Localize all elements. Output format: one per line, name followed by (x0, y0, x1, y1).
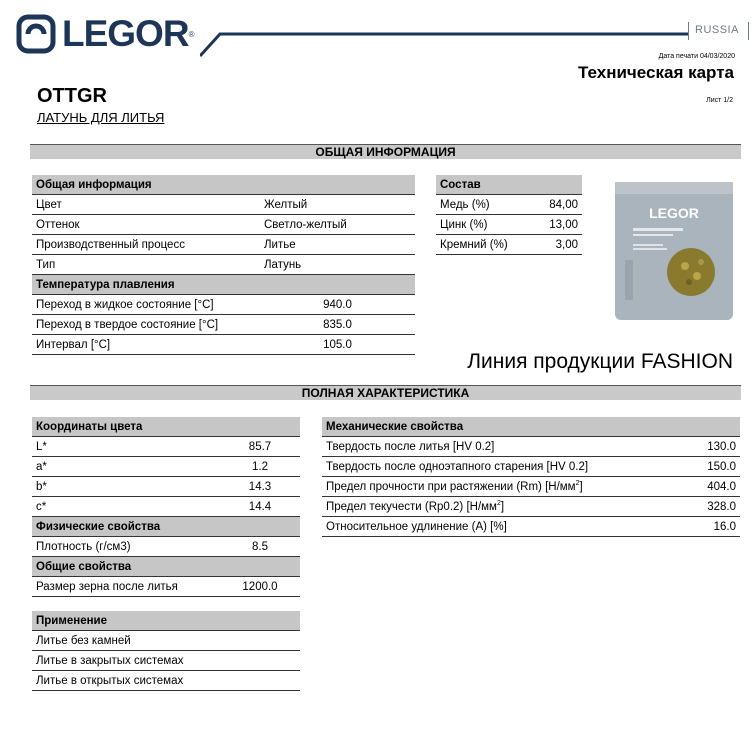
application-table (32, 611, 300, 691)
table-row (322, 457, 740, 477)
row-value: 85.7 (220, 437, 300, 457)
table-row (32, 295, 415, 315)
row-label: Литье без камней (32, 631, 300, 651)
row-label: Твердость после одноэтапного старения [HV 0.2] (322, 457, 690, 477)
row-value: 8.5 (220, 537, 300, 557)
general-info-table (32, 175, 415, 355)
table-row (436, 235, 582, 255)
row-value: 940.0 (260, 295, 415, 315)
composition-title: Состав (436, 175, 582, 195)
row-value: 84,00 (534, 195, 582, 215)
row-label: Относительное удлинение (A) [%] (322, 517, 690, 537)
row-label: Предел текучести (Rp0.2) $[Н/мм^2]$ (322, 497, 690, 517)
row-label: Переход в твердое состояние [°C] (32, 315, 260, 335)
table-row (32, 671, 300, 691)
table-row (32, 437, 300, 457)
sheet-number: Лист 1/2 (706, 97, 733, 104)
section-general-info: ОБЩАЯ ИНФОРМАЦИЯ (30, 144, 741, 159)
table-row (32, 577, 300, 597)
row-value: 835.0 (260, 315, 415, 335)
table-row (32, 315, 415, 335)
mechanical-title: Механические свойства (322, 417, 740, 437)
melting-title: Температура плавления (32, 275, 415, 295)
table-row (32, 457, 300, 477)
row-value: 16.0 (690, 517, 740, 537)
row-value: 14.3 (220, 477, 300, 497)
row-value: 1.2 (220, 457, 300, 477)
row-value: Латунь (260, 255, 415, 275)
product-line: Линия продукции FASHION (467, 350, 733, 373)
table-row (32, 477, 300, 497)
general-props-title: Общие свойства (32, 557, 300, 577)
table-row (436, 195, 582, 215)
country-label: RUSSIA (695, 24, 739, 36)
row-value: 105.0 (260, 335, 415, 355)
color-coords-title: Координаты цвета (32, 417, 300, 437)
header-divider (688, 22, 689, 40)
row-label: Кремний (%) (436, 235, 534, 255)
table-row (322, 477, 740, 497)
table-row (32, 235, 415, 255)
header-line (200, 28, 690, 58)
row-label: Цвет (32, 195, 260, 215)
row-label: Литье в открытых системах (32, 671, 300, 691)
row-label: Литье в закрытых системах (32, 651, 300, 671)
table-row (32, 255, 415, 275)
document-title: Техническая карта (577, 63, 734, 82)
general-info-title: Общая информация (32, 175, 415, 195)
table-row (32, 631, 300, 651)
row-label: Производственный процесс (32, 235, 260, 255)
row-label: Медь (%) (436, 195, 534, 215)
physical-title: Физические свойства (32, 517, 300, 537)
row-value: 14.4 (220, 497, 300, 517)
table-row (436, 215, 582, 235)
table-row (322, 437, 740, 457)
mechanical-table (322, 417, 740, 537)
row-label: Интервал [°C] (32, 335, 260, 355)
row-label: Предел прочности при растяжении (Rm) $[Н/мм^2]$ (322, 477, 690, 497)
row-value: Желтый (260, 195, 415, 215)
row-label: Оттенок (32, 215, 260, 235)
table-row (322, 517, 740, 537)
table-row (32, 215, 415, 235)
row-label: Цинк (%) (436, 215, 534, 235)
row-label: Размер зерна после литья (32, 577, 220, 597)
product-code: OTTGR (37, 85, 107, 107)
table-row (322, 497, 740, 517)
brand-name: LEGOR (62, 13, 189, 54)
row-value: 1200.0 (220, 577, 300, 597)
print-date: Дата печати 04/03/2020 (658, 53, 735, 60)
row-value: 328.0 (690, 497, 740, 517)
row-label: Переход в жидкое состояние [°C] (32, 295, 260, 315)
application-title: Применение (32, 611, 300, 631)
row-label: Плотность (г/см3) (32, 537, 220, 557)
row-value: 130.0 (690, 437, 740, 457)
row-label: Тип (32, 255, 260, 275)
color-physical-table (32, 417, 300, 597)
composition-table (436, 175, 582, 255)
row-label: L* (32, 437, 220, 457)
section-full-characteristics: ПОЛНАЯ ХАРАКТЕРИСТИКА (30, 385, 741, 400)
table-row (32, 651, 300, 671)
bag-brand-text: LEGOR (649, 205, 699, 221)
row-value: 150.0 (690, 457, 740, 477)
table-row (32, 497, 300, 517)
product-name: ЛАТУНЬ ДЛЯ ЛИТЬЯ (37, 110, 165, 125)
row-label: a* (32, 457, 220, 477)
row-value: Литье (260, 235, 415, 255)
product-bag-image (613, 180, 735, 322)
row-value: 404.0 (690, 477, 740, 497)
table-row (32, 195, 415, 215)
table-row (32, 335, 415, 355)
row-value: Светло-желтый (260, 215, 415, 235)
table-row (32, 537, 300, 557)
row-label: Твердость после литья [HV 0.2] (322, 437, 690, 457)
header-divider-right (748, 22, 749, 40)
row-value: 13,00 (534, 215, 582, 235)
row-label: b* (32, 477, 220, 497)
row-value: 3,00 (534, 235, 582, 255)
legor-logo: LEGOR ® (16, 14, 194, 54)
row-label: c* (32, 497, 220, 517)
legor-logo-icon (16, 14, 58, 54)
